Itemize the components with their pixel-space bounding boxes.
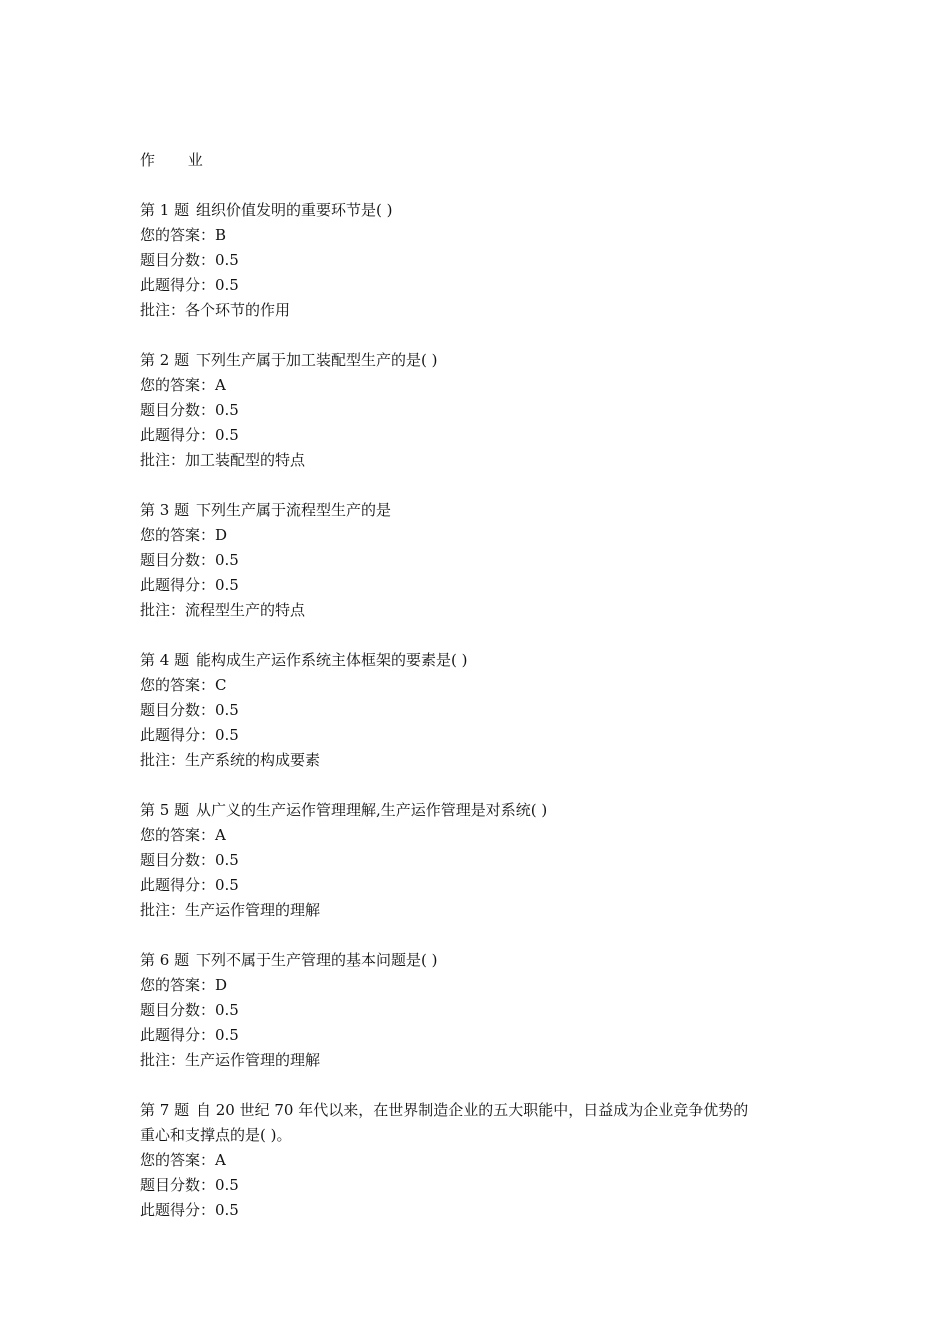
annotation: 批注：各个环节的作用 [140, 301, 291, 319]
your-answer: 您的答案：A [140, 826, 226, 844]
question-score: 题目分数：0.5 [140, 551, 239, 569]
question-heading [140, 198, 830, 223]
question-1 [140, 198, 830, 323]
question-stem: 下列不属于生产管理的基本问题是( ) [196, 951, 438, 969]
question-heading [140, 948, 830, 973]
question-2 [140, 348, 830, 473]
your-answer: 您的答案：A [140, 376, 226, 394]
question-score: 题目分数：0.5 [140, 251, 239, 269]
question-number: 第 4 题 [140, 651, 190, 669]
question-heading [140, 798, 830, 823]
question-score: 题目分数：0.5 [140, 851, 239, 869]
question-stem: 自 20 世纪 70 年代以来，在世界制造企业的五大职能中，日益成为企业竞争优势的 [196, 1101, 749, 1119]
earned-score: 此题得分：0.5 [140, 576, 239, 594]
annotation: 批注：流程型生产的特点 [140, 601, 306, 619]
question-stem: 下列生产属于加工装配型生产的是( ) [196, 351, 438, 369]
earned-score: 此题得分：0.5 [140, 726, 239, 744]
question-7 [140, 1098, 830, 1223]
question-number: 第 5 题 [140, 801, 190, 819]
earned-score: 此题得分：0.5 [140, 276, 239, 294]
question-stem: 下列生产属于流程型生产的是 [196, 501, 392, 519]
question-number: 第 1 题 [140, 201, 190, 219]
question-number: 第 2 题 [140, 351, 190, 369]
your-answer: 您的答案：A [140, 1151, 226, 1169]
question-stem: 组织价值发明的重要环节是( ) [196, 201, 393, 219]
question-number: 第 6 题 [140, 951, 190, 969]
earned-score: 此题得分：0.5 [140, 426, 239, 444]
question-heading [140, 498, 830, 523]
question-stem-continued: 重心和支撑点的是( )。 [140, 1126, 292, 1144]
question-heading [140, 1098, 830, 1123]
annotation: 批注：生产运作管理的理解 [140, 901, 321, 919]
question-number: 第 7 题 [140, 1101, 190, 1119]
earned-score: 此题得分：0.5 [140, 1201, 239, 1219]
your-answer: 您的答案：D [140, 526, 228, 544]
question-score: 题目分数：0.5 [140, 1176, 239, 1194]
earned-score: 此题得分：0.5 [140, 1026, 239, 1044]
question-4 [140, 648, 830, 773]
document-page [140, 148, 830, 1248]
question-score: 题目分数：0.5 [140, 701, 239, 719]
your-answer: 您的答案：B [140, 226, 227, 244]
question-5 [140, 798, 830, 923]
question-score: 题目分数：0.5 [140, 401, 239, 419]
question-stem: 能构成生产运作系统主体框架的要素是( ) [196, 651, 468, 669]
question-6 [140, 948, 830, 1073]
question-3 [140, 498, 830, 623]
your-answer: 您的答案：D [140, 976, 228, 994]
question-score: 题目分数：0.5 [140, 1001, 239, 1019]
question-heading [140, 648, 830, 673]
question-heading [140, 348, 830, 373]
document-title: 作 业 [140, 151, 217, 169]
annotation: 批注：生产系统的构成要素 [140, 751, 321, 769]
question-stem: 从广义的生产运作管理理解,生产运作管理是对系统( ) [196, 801, 548, 819]
your-answer: 您的答案：C [140, 676, 227, 694]
annotation: 批注：加工装配型的特点 [140, 451, 306, 469]
earned-score: 此题得分：0.5 [140, 876, 239, 894]
annotation: 批注：生产运作管理的理解 [140, 1051, 321, 1069]
question-number: 第 3 题 [140, 501, 190, 519]
